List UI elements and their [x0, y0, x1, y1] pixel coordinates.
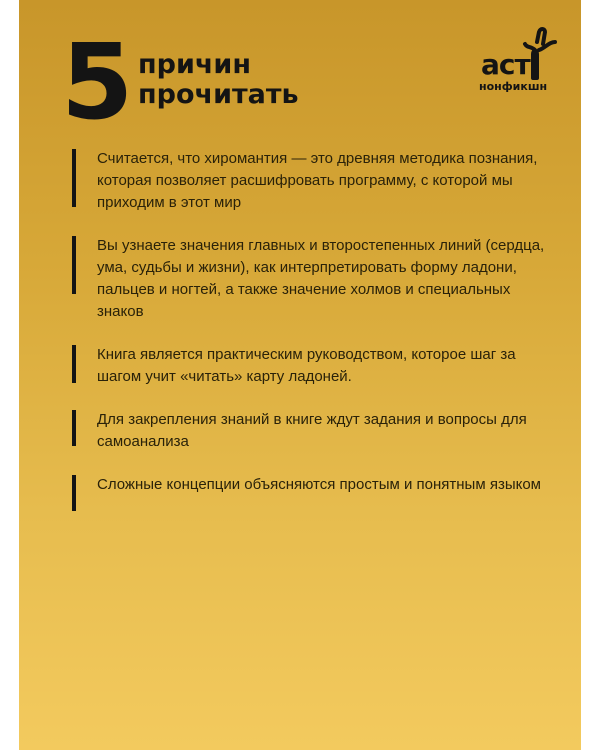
headline-line-2: прочитать	[138, 79, 299, 110]
reason-text: Для закрепления знаний в книге ждут задания и вопросы для самоанализа	[97, 411, 527, 450]
reason-item	[72, 148, 542, 214]
reason-text: Сложные концепции объясняются простым и понятным языком	[97, 476, 541, 493]
reason-bar	[72, 410, 76, 446]
headline	[138, 50, 299, 110]
reason-bar	[72, 345, 76, 383]
logo-subtitle: нонфикшн	[479, 80, 548, 93]
reason-text: Вы узнаете значения главных и второстепенных линий (сердца, ума, судьбы и жизни), как интерпретировать форму ладони, пальцев и ногтей, а также значение холмов и специальных знаков	[97, 237, 545, 320]
reason-item	[72, 235, 545, 323]
reason-item	[72, 474, 542, 518]
reasons-count: 5	[61, 21, 132, 143]
reason-item	[72, 409, 542, 453]
reason-text: Книга является практическим руководством, которое шаг за шагом учит «читать» карту ладоней.	[97, 346, 516, 385]
reason-item	[72, 344, 542, 388]
logo-mark: аст	[481, 48, 530, 81]
publisher-logo	[475, 20, 567, 100]
reason-bar	[72, 475, 76, 511]
reason-text: Считается, что хиромантия — это древняя методика познания, которая позволяет расшифровать программу, с которой мы приходим в этот мир	[97, 150, 538, 211]
headline-line-1: причин	[138, 49, 252, 80]
promo-card	[19, 0, 581, 750]
reason-bar	[72, 236, 76, 294]
reason-bar	[72, 149, 76, 207]
